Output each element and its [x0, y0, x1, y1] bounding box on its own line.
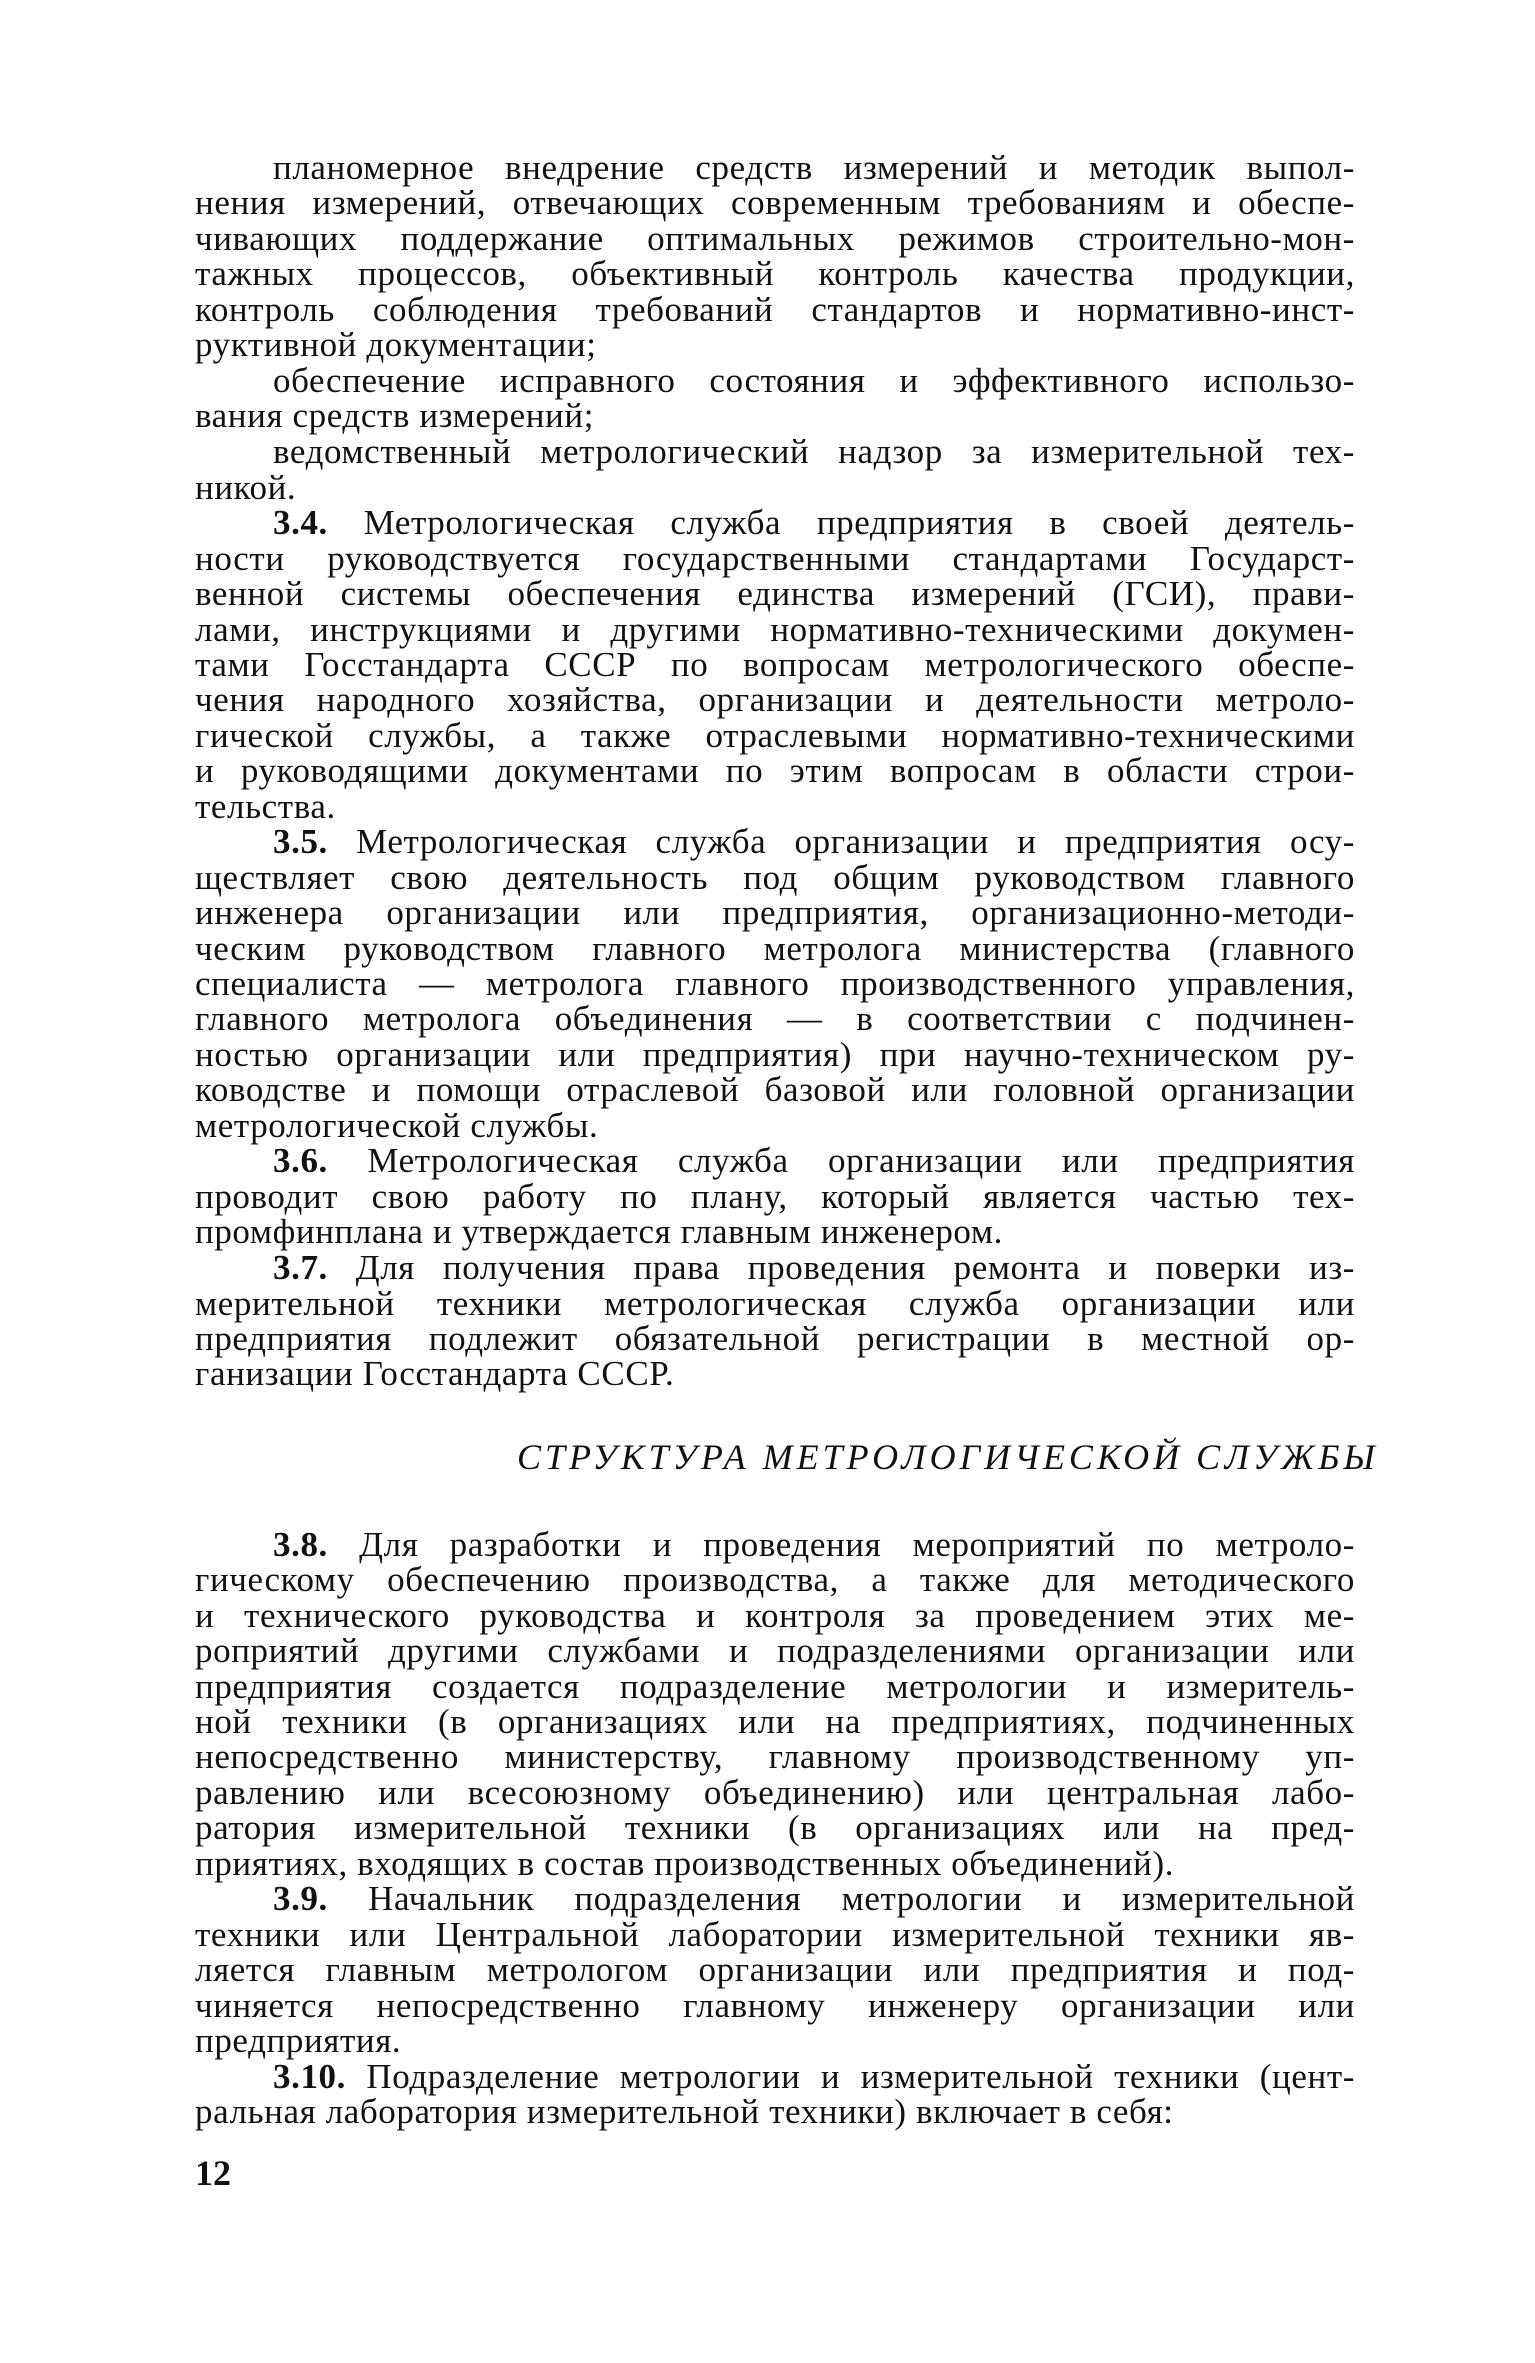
- text-line: [195, 1141, 1355, 1181]
- text-line: [195, 1595, 1355, 1635]
- line-text: непосредственно министерству, главному производственному уп-: [195, 1737, 1355, 1777]
- text-line: [195, 1318, 1355, 1358]
- line-text: предприятия.: [195, 2020, 402, 2060]
- line-text: Для разработки и проведения мероприятий по метроло-: [327, 1525, 1355, 1564]
- section-heading: СТРУКТУРА МЕТРОЛОГИЧЕСКОЙ СЛУЖБЫ: [517, 1437, 1379, 1477]
- clause-number: 3.5.: [273, 822, 328, 862]
- text-line: [195, 1701, 1355, 1741]
- text-line: [195, 1527, 1355, 1562]
- line-text: тельства.: [195, 786, 336, 826]
- line-text: тажных процессов, объективный контроль качества продукции,: [195, 254, 1355, 294]
- line-text: Начальник подразделения метрологии и измерительной: [327, 1879, 1355, 1919]
- text-line: [195, 1212, 1355, 1252]
- line-text: ратория измерительной техники (в организациях или на пред-: [195, 1808, 1355, 1848]
- text-line: [195, 324, 1355, 364]
- clause-number: 3.7.: [273, 1248, 328, 1288]
- line-text: ководстве и помощи отраслевой базовой или головной организации: [195, 1070, 1355, 1110]
- clause-number: 3.4.: [273, 503, 328, 543]
- text-line: [195, 786, 1355, 826]
- text-line: [195, 1772, 1355, 1812]
- line-text: и руководящими документами по этим вопросам в области строи-: [195, 751, 1355, 791]
- line-text: главного метролога объединения — в соответствии с подчинен-: [195, 999, 1355, 1039]
- clause-number: 3.9.: [273, 1879, 328, 1919]
- line-text: ганизации Госстандарта СССР.: [195, 1354, 675, 1394]
- page-text-part2: [195, 1527, 1355, 2130]
- text-line: [195, 2092, 1355, 2132]
- text-line: [195, 1985, 1355, 2025]
- text-line: [195, 1879, 1355, 1919]
- line-text: метрологической службы.: [195, 1105, 599, 1145]
- line-text: чения народного хозяйства, организации и деятельности метроло-: [195, 680, 1355, 720]
- text-line: [195, 183, 1355, 223]
- line-text: предприятия создается подразделение метрологии и измеритель-: [195, 1666, 1355, 1706]
- line-text: никой.: [195, 467, 297, 507]
- line-text: чивающих поддержание оптимальных режимов строительно-мон-: [195, 218, 1355, 258]
- text-line: [195, 254, 1355, 294]
- text-line: [195, 644, 1355, 684]
- line-text: Для получения права проведения ремонта и поверки из-: [327, 1248, 1355, 1288]
- line-text: гической службы, а также отраслевыми нормативно-техническими: [195, 715, 1355, 755]
- text-line: [195, 1283, 1355, 1323]
- page-text-part1: [195, 150, 1355, 1392]
- text-line: [195, 2056, 1355, 2096]
- text-line: [195, 1560, 1355, 1600]
- text-line: [195, 893, 1355, 933]
- line-text: специалиста — метролога главного производственного управления,: [195, 963, 1355, 1003]
- text-line: [195, 396, 1355, 436]
- text-line: [195, 1034, 1355, 1074]
- line-text: роприятий другими службами и подразделениями организации или: [195, 1631, 1355, 1671]
- line-text: вания средств измерений;: [195, 396, 595, 436]
- text-line: [195, 1737, 1355, 1777]
- text-line: [195, 1631, 1355, 1671]
- line-text: планомерное внедрение средств измерений и методик выпол-: [273, 148, 1355, 187]
- line-text: Подразделение метрологии и измерительной техники (цент-: [346, 2056, 1355, 2096]
- line-text: ности руководствуется государственными стандартами Государст-: [195, 538, 1355, 578]
- line-text: и технического руководства и контроля за проведением этих ме-: [195, 1595, 1355, 1635]
- line-text: предприятия подлежит обязательной регистрации в местной ор-: [195, 1318, 1355, 1358]
- line-text: нения измерений, отвечающих современным требованиям и обеспе-: [195, 183, 1355, 223]
- text-line: [195, 360, 1355, 400]
- line-text: ной техники (в организациях или на предприятиях, подчиненных: [195, 1701, 1355, 1741]
- line-text: приятиях, входящих в состав производственных объединений).: [195, 1843, 1175, 1883]
- text-line: [195, 432, 1355, 472]
- clause-number: 3.10.: [273, 2056, 346, 2096]
- paragraph: [195, 1250, 1355, 1392]
- line-text: ческим руководством главного метролога министерства (главного: [195, 928, 1355, 968]
- text-line: [195, 1105, 1355, 1145]
- page-number: 12: [195, 2153, 231, 2193]
- line-text: чиняется непосредственно главному инженеру организации или: [195, 1985, 1355, 2025]
- text-line: [195, 857, 1355, 897]
- line-text: ляется главным метрологом организации или предприятия и под-: [195, 1950, 1355, 1990]
- clause-number: 3.8.: [273, 1525, 328, 1564]
- text-line: [195, 1808, 1355, 1848]
- line-text: гическому обеспечению производства, а также для методического: [195, 1560, 1355, 1600]
- text-line: [195, 609, 1355, 649]
- line-text: мерительной техники метрологическая служба организации или: [195, 1283, 1355, 1323]
- text-line: [195, 751, 1355, 791]
- line-text: венной системы обеспечения единства измерений (ГСИ), прави-: [195, 574, 1355, 614]
- text-line: [195, 467, 1355, 507]
- line-text: проводит свою работу по плану, который является частью тех-: [195, 1176, 1355, 1216]
- text-line: [195, 574, 1355, 614]
- paragraph: [195, 360, 1355, 436]
- clause-number: 3.6.: [273, 1141, 328, 1181]
- paragraph: [195, 434, 1355, 505]
- text-line: [195, 538, 1355, 578]
- line-text: равлению или всесоюзному объединению) или центральная лабо-: [195, 1772, 1355, 1812]
- text-line: [195, 289, 1355, 329]
- line-text: инженера организации или предприятия, организационно-методи-: [195, 893, 1355, 933]
- text-line: [195, 2020, 1355, 2060]
- text-line: [195, 1070, 1355, 1110]
- paragraph: [195, 2056, 1355, 2132]
- text-line: [195, 822, 1355, 862]
- text-line: [195, 963, 1355, 1003]
- line-text: руктивной документации;: [195, 324, 597, 364]
- text-line: [195, 1950, 1355, 1990]
- paragraph: [195, 1881, 1355, 2058]
- line-text: техники или Центральной лаборатории измерительной техники яв-: [195, 1914, 1355, 1954]
- line-text: Метрологическая служба организации или предприятия: [327, 1141, 1355, 1181]
- text-line: [195, 1176, 1355, 1216]
- text-line: [195, 1666, 1355, 1706]
- text-line: [195, 1843, 1355, 1883]
- line-text: Метрологическая служба организации и предприятия осу-: [327, 822, 1355, 862]
- text-line: [195, 680, 1355, 720]
- text-line: [195, 1914, 1355, 1954]
- line-text: тами Госстандарта СССР по вопросам метрологического обеспе-: [195, 644, 1355, 684]
- text-line: [195, 1248, 1355, 1288]
- line-text: контроль соблюдения требований стандартов и нормативно-инст-: [195, 289, 1355, 329]
- line-text: ведомственный метрологический надзор за измерительной тех-: [273, 432, 1355, 472]
- line-text: лами, инструкциями и другими нормативно-техническими докумен-: [195, 609, 1355, 649]
- line-text: промфинплана и утверждается главным инженером.: [195, 1212, 1003, 1252]
- text-line: [195, 1354, 1355, 1394]
- text-line: [195, 928, 1355, 968]
- text-line: [195, 503, 1355, 543]
- text-line: [195, 715, 1355, 755]
- line-text: Метрологическая служба предприятия в своей деятель-: [327, 503, 1355, 543]
- text-line: [195, 218, 1355, 258]
- paragraph: [195, 1527, 1355, 1881]
- line-text: ществляет свою деятельность под общим руководством главного: [195, 857, 1355, 897]
- text-line: [195, 150, 1355, 185]
- line-text: ностью организации или предприятия) при научно-техническом ру-: [195, 1034, 1355, 1074]
- paragraph: [195, 505, 1355, 824]
- paragraph: [195, 150, 1355, 362]
- line-text: ральная лаборатория измерительной техники) включает в себя:: [195, 2092, 1174, 2132]
- line-text: обеспечение исправного состояния и эффективного использо-: [273, 360, 1355, 400]
- text-line: [195, 999, 1355, 1039]
- paragraph: [195, 1141, 1355, 1252]
- paragraph: [195, 824, 1355, 1143]
